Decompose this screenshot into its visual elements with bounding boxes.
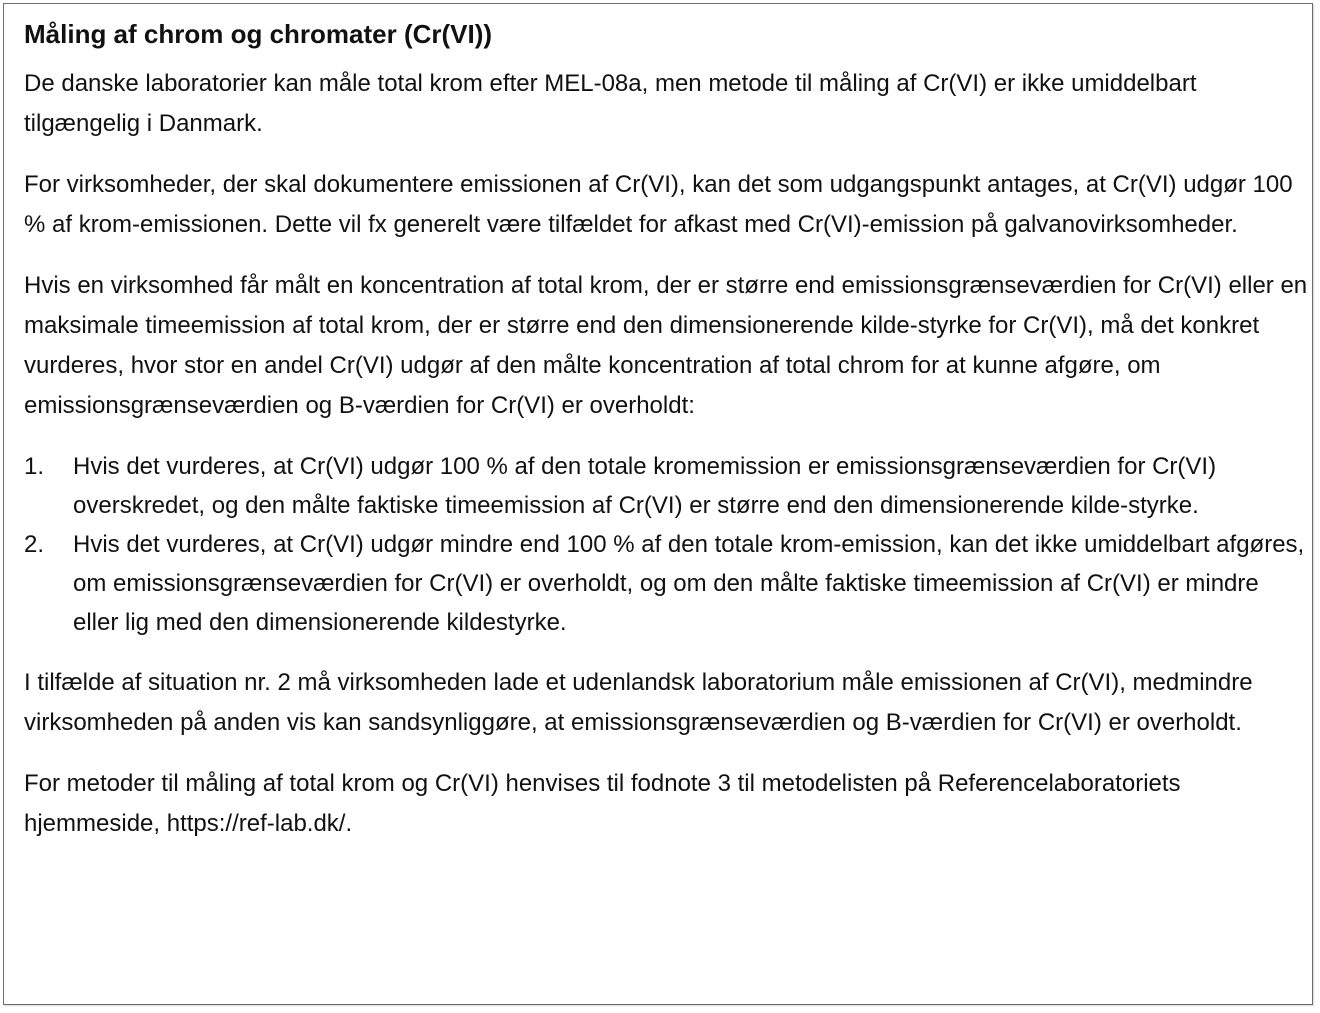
paragraph-lab-availability: De danske laboratorier kan måle total krom efter MEL-08a, men metode til måling af Cr(VI) er ikke umiddelbart tilgængelig i Danmark. (24, 70, 1197, 137)
section-title: Måling af chrom og chromater (Cr(VI)) (24, 19, 493, 49)
list-item-text: Hvis det vurderes, at Cr(VI) udgør 100 % af den totale kromemission er emissionsgrænseværdien for Cr(VI) overskredet, og den målte faktiske timeemission af Cr(VI) er større end den dimensionerende kilde-styrke. (73, 453, 1217, 519)
list-item-text: Hvis det vurderes, at Cr(VI) udgør mindre end 100 % af den totale krom-emission, kan det ikke umiddelbart afgøres, om emissionsgrænseværdien for Cr(VI) er overholdt, og om den målte faktiske timeemission af Cr(VI) er mindre eller lig med den dimensionerende kildestyrke. (73, 531, 1305, 636)
list-item (24, 525, 1309, 642)
text-box-content (24, 16, 1309, 865)
list-item-number: 2. (24, 531, 45, 558)
list-item (24, 447, 1309, 525)
paragraph-situation-2: I tilfælde af situation nr. 2 må virksomheden lade et udenlandsk laboratorium måle emissionen af Cr(VI), medmindre virksomheden på anden vis kan sandsynliggøre, at emissionsgrænseværdien og B-værdien for Cr(VI) er overholdt. (24, 669, 1253, 736)
paragraph-methods-reference: For metoder til måling af total krom og Cr(VI) henvises til fodnote 3 til metodelisten på Referencelaboratoriets hjemmeside, https://ref-lab.dk/. (24, 770, 1181, 837)
text-box (3, 3, 1313, 1005)
numbered-list (24, 447, 1309, 642)
paragraph-assessment: Hvis en virksomhed får målt en koncentration af total krom, der er større end emissionsgrænseværdien for Cr(VI) eller en maksimale timeemission af total krom, der er større end den dimensionerende kilde-styrke for Cr(VI), må det konkret vurderes, hvor stor en andel Cr(VI) udgør af den målte koncentration af total chrom for at kunne afgøre, om emissionsgrænseværdien og B-værdien for Cr(VI) er overholdt: (24, 272, 1308, 419)
paragraph-assumption: For virksomheder, der skal dokumentere emissionen af Cr(VI), kan det som udgangspunkt antages, at Cr(VI) udgør 100 % af krom-emissionen. Dette vil fx generelt være tilfældet for afkast med Cr(VI)-emission på galvanovirksomheder. (24, 171, 1293, 238)
list-item-number: 1. (24, 453, 45, 480)
